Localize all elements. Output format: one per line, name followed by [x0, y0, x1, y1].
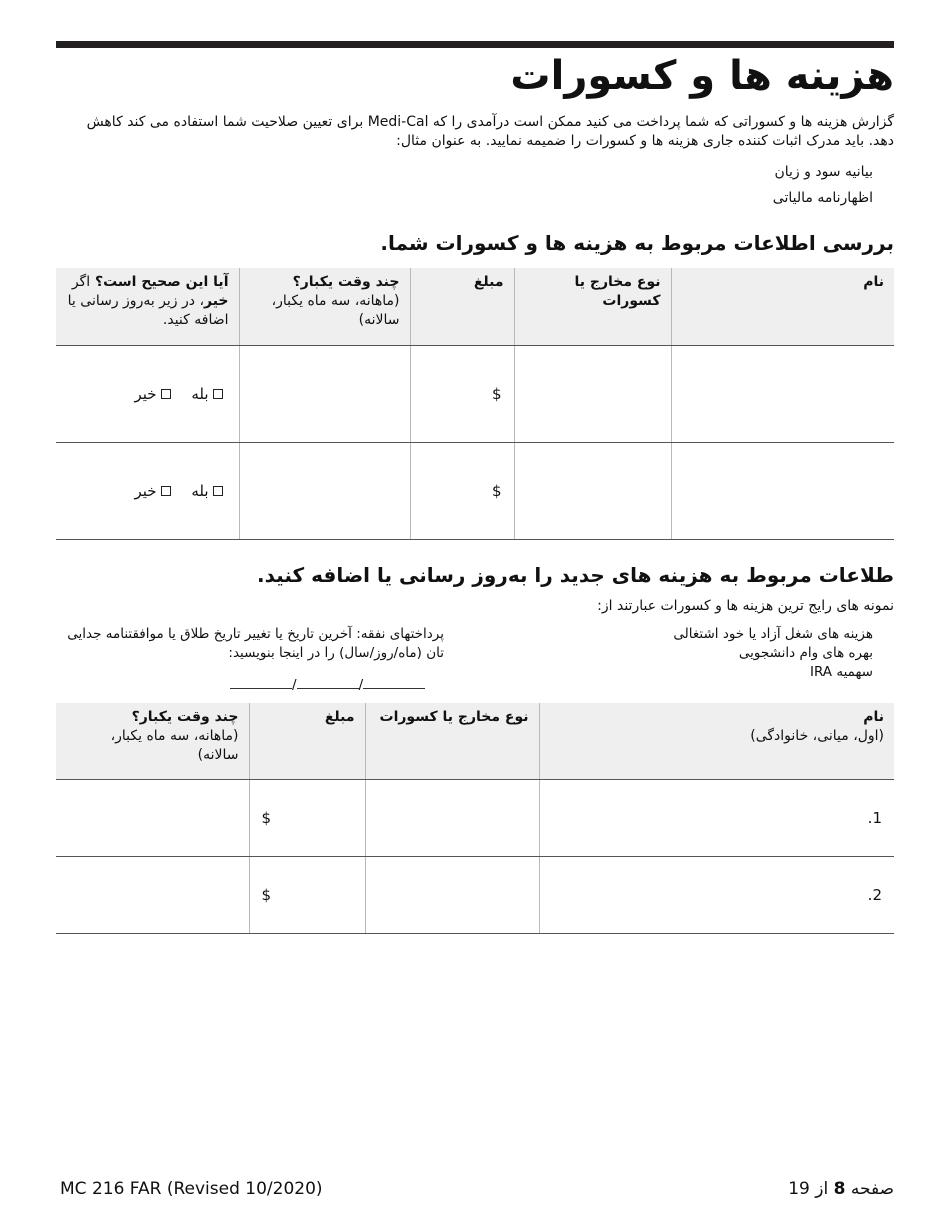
new-expenses-table: [56, 703, 894, 934]
page-title: هزینه ها و کسورات: [510, 53, 894, 99]
yes-checkbox[interactable]: [213, 486, 223, 496]
no-checkbox[interactable]: [161, 486, 171, 496]
yes-checkbox[interactable]: [213, 389, 223, 399]
frequency-cell[interactable]: [239, 442, 410, 539]
common-expenses-intro: نمونه های رایج ترین هزینه ها و کسورات عبارتند از:: [597, 598, 894, 614]
new-expenses-heading: طلاعات مربوط به هزینه های جدید را به‌روز رسانی یا اضافه کنید.: [257, 563, 894, 587]
amount-cell[interactable]: $: [249, 779, 365, 856]
no-option[interactable]: خیر: [134, 385, 174, 403]
review-table: [56, 268, 894, 540]
date-blank-month[interactable]: [363, 676, 425, 689]
alimony-note: پرداختهای نفقه: آخرین تاریخ یا تغییر تاریخ طلاق یا موافقتنامه جدایی تان (ماه/روز/سال) را در اینجا بنویسید:: [67, 626, 444, 661]
page-number: صفحه 8 از 19: [788, 1179, 894, 1199]
yes-option[interactable]: بله: [191, 385, 226, 403]
type-cell[interactable]: [514, 345, 671, 442]
top-rule: [56, 41, 894, 48]
correct-cell: [56, 442, 239, 539]
col-name-header: نام: [671, 268, 894, 345]
list-item: بهره های وام دانشجویی: [738, 645, 873, 661]
amount-cell[interactable]: $: [410, 345, 514, 442]
separation-date-field[interactable]: / /: [230, 676, 442, 695]
date-blank-year[interactable]: [230, 676, 292, 689]
no-option[interactable]: خیر: [134, 482, 174, 500]
frequency-cell[interactable]: [56, 779, 249, 856]
col-frequency-header: چند وقت یکبار؟ (ماهانه، سه ماه یکبار، سالانه): [56, 703, 249, 779]
name-cell[interactable]: [671, 442, 894, 539]
table-row: [56, 856, 894, 933]
date-blank-day[interactable]: [297, 676, 359, 689]
example-item: اظهارنامه مالیاتی: [772, 190, 873, 206]
name-cell[interactable]: 1.: [539, 779, 894, 856]
form-id: MC 216 FAR (Revised 10/2020): [60, 1179, 323, 1199]
col-amount-header: مبلغ: [249, 703, 365, 779]
name-cell[interactable]: [671, 345, 894, 442]
col-name-header: نام (اول، میانی، خانوادگی): [539, 703, 894, 779]
amount-cell[interactable]: $: [249, 856, 365, 933]
correct-cell: [56, 345, 239, 442]
yes-option[interactable]: بله: [191, 482, 226, 500]
intro-paragraph: گزارش هزینه ها و کسوراتی که شما پرداخت می کنید ممکن است درآمدی را که Medi-Cal برای تعیین صلاحیت شما استفاده می کند کاهش دهد. باید مدرک اثبات کننده جاری هزینه ها و کسورات را ضمیمه نمایید. به عنوان مثال:: [86, 114, 894, 149]
amount-cell[interactable]: $: [410, 442, 514, 539]
list-item: سهمیه IRA: [809, 664, 873, 680]
col-type-header: نوع مخارج یا کسورات: [365, 703, 539, 779]
table-row: [56, 442, 894, 539]
frequency-cell[interactable]: [56, 856, 249, 933]
col-amount-header: مبلغ: [410, 268, 514, 345]
name-cell[interactable]: 2.: [539, 856, 894, 933]
type-cell[interactable]: [514, 442, 671, 539]
frequency-cell[interactable]: [239, 345, 410, 442]
col-type-header: نوع مخارج یا کسورات: [514, 268, 671, 345]
table-row: [56, 345, 894, 442]
common-expenses-list: [573, 625, 873, 682]
col-correct-header: آیا این صحیح است؟ اگر خیر، در زیر به‌روز رسانی یا اضافه کنید.: [56, 268, 239, 345]
type-cell[interactable]: [365, 779, 539, 856]
type-cell[interactable]: [365, 856, 539, 933]
col-frequency-header: چند وقت یکبار؟ (ماهانه، سه ماه یکبار، سالانه): [239, 268, 410, 345]
no-checkbox[interactable]: [161, 389, 171, 399]
review-heading: بررسی اطلاعات مربوط به هزینه ها و کسورات شما.: [380, 231, 894, 255]
list-item: هزینه های شغل آزاد یا خود اشتغالی: [673, 626, 873, 642]
table-row: [56, 779, 894, 856]
example-item: بیانیه سود و زیان: [774, 164, 873, 180]
